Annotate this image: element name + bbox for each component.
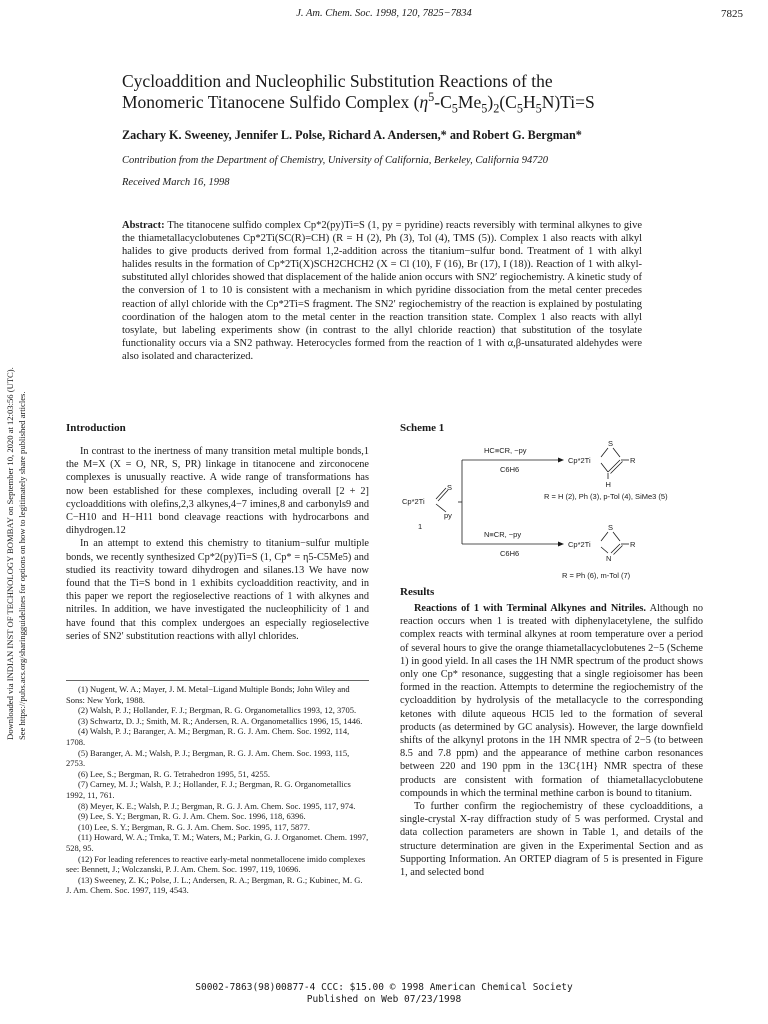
solvent-bottom: C6H6: [500, 549, 520, 558]
prod-top-h: H: [605, 480, 611, 489]
ring-top-ti-c: [601, 463, 608, 472]
abstract: [122, 219, 642, 363]
page-number: 7825: [721, 8, 743, 20]
footnote: (3) Schwartz, D. J.; Smith, M. R.; Andersen, R. A. Organometallics 1996, 15, 1446.: [78, 715, 363, 726]
footer-copyright: S0002-7863(98)00877-4 CCC: $15.00 © 1998 American Chemical Society: [195, 982, 573, 993]
section-heading-introduction: Introduction: [66, 422, 126, 434]
results-subheading: Reactions of 1 with Terminal Alkynes and Nitriles.: [414, 603, 647, 614]
ring-bottom-s-c: [613, 532, 620, 541]
reagent-top: HC≡CR, −py: [484, 446, 527, 455]
results-paragraph: Reactions of 1 with Terminal Alkynes and Nitriles. Although no reaction occurs when 1 is treated with diphenylacetylene, the sulfido complex reacts with terminal alkynes at room temperature over a period of several hours to give the orange thiametallacyclobutenes 2−5 (Scheme 1) in good yield. In all cases the 1H NMR spectrum of the product shows only one Cp* resonance, suggesting that a single regioisomer has been formed in the reaction. Attempts to determine the regiochemistry of the cycloaddition by hydrolysis of the metallacycle to the corresponding ketones with dilute aqueous HCl5 led to the formation of several products (as determined by GC analysis). However, the large downfield shifts of the alkynyl protons in the 1H NMR spectra of 2−5 (to between 8.5 and 7.8 ppm) and the appearance of methine carbon resonances between 220 and 190 ppm in the 13C{1H} NMR spectra of these products are consistent with formation of thiametallacyclobutene compounds in which the terminal methine carbon is bound to titanium.: [400, 603, 703, 799]
prod-top-r: R: [630, 456, 636, 465]
affiliation: Contribution from the Department of Chemistry, University of California, Berkeley, California 94720: [122, 155, 549, 166]
received-date: Received March 16, 1998: [122, 177, 230, 188]
ring-bottom-ti-s: [601, 532, 608, 541]
prod-top-caption: R = H (2), Ph (3), p-Tol (4), SiMe3 (5): [544, 492, 668, 501]
compound-label-1: 1: [418, 522, 423, 531]
footnote: (9) Lee, S. Y.; Bergman, R. G. J. Am. Chem. Soc. 1996, 118, 6396.: [78, 811, 306, 822]
footnote: (6) Lee, S.; Bergman, R. G. Tetrahedron 1995, 51, 4255.: [78, 768, 270, 779]
footnotes: [66, 684, 369, 896]
download-notice: [2, 260, 30, 760]
title-line-1: Cycloaddition and Nucleophilic Substitution Reactions of the: [122, 71, 553, 91]
footnote: (4) Walsh, P. J.; Baranger, A. M.; Bergman, R. G. J. Am. Chem. Soc. 1992, 114, 1708.: [66, 726, 350, 747]
footnote-divider: [66, 680, 369, 681]
footnote: (2) Walsh, P. J.; Hollander, F. J.; Bergman, R. G. Organometallics 1993, 12, 3705.: [78, 705, 357, 716]
results-paragraph: To further confirm the regiochemistry of these cycloadditions, a single-crystal X-ray diffraction study of 5 was performed. Crystal and data collection parameters are shown in Table 1, and details of the structure determination are given in the Experimental Section and as Supporting Information. An ORTEP diagram of 5 is presented in Figure 1, and selected bond: [400, 801, 703, 879]
ring-top-ti-s: [601, 448, 608, 457]
solvent-top: C6H6: [500, 465, 520, 474]
footnote: (12) For leading references to reactive early-metal nonmetallocene imido complexes see: Bennett, J.; Wolczanski, P. J. Am. Chem. Soc. 1997, 119, 10696.: [66, 853, 366, 875]
footnote: (10) Lee, S. Y.; Bergman, R. G. J. Am. Chem. Soc. 1995, 117, 5877.: [78, 821, 310, 832]
prod-bottom-r: R: [630, 540, 636, 549]
prod-top-cp-ti: Cp*2Ti: [568, 456, 591, 465]
page-footer: [0, 982, 768, 1006]
introduction-paragraph: In an attempt to extend this chemistry to titanium−sulfur multiple bonds, we recently synthesized Cp*2(py)Ti=S (1, Cp* = η5-C5Me5) and studied its reactivity toward dihydrogen and silanes.13 We have now found that the Ti=S bond in 1 exhibits cycloaddition reactivity, and in this paper we report the regioselective reactions of 1 with alkynes and nitriles. In addition, we have investigated the nucleophilicity of 1 and have found that this complex undergoes an especially regioselective series of SN2′ substitution reactions with allyl chlorides.: [66, 538, 369, 642]
ring-bottom-ti-n: [601, 547, 608, 553]
footnote: (7) Carney, M. J.; Walsh, P. J.; Hollander, F. J.; Bergman, R. G. Organometallics 1992, 11, 761.: [66, 779, 351, 800]
article-title: [122, 71, 742, 116]
download-notice-line-1: Downloaded via INDIAN INST OF TECHNOLOGY BOMBAY on September 10, 2020 at 12:03:56 (UTC).: [5, 367, 15, 740]
prod-bottom-n: N: [606, 554, 612, 563]
footnote: (8) Meyer, K. E.; Walsh, P. J.; Bergman, R. G. J. Am. Chem. Soc. 1995, 117, 974.: [78, 800, 356, 811]
footer-published: Published on Web 07/23/1998: [306, 994, 462, 1005]
ring-top-s-c: [613, 448, 620, 457]
ring-bottom-n-c-double: [614, 546, 623, 555]
arrow-top-head: [558, 458, 564, 463]
title-line-2: Monomeric Titanocene Sulfido Complex $(\eta^5-C_5Me_5)_2(C_5H_5N)Ti=S$: [122, 90, 595, 116]
prod-bottom-caption: R = Ph (6), m-Tol (7): [562, 571, 631, 580]
introduction-paragraph: In contrast to the inertness of many transition metal multiple bonds,1 the M=X (X = O, NR, S, PR) linkage in titanocene and zirconocene complexes is unusually reactive. A wide range of transformations has now been established for these complexes, including overall [2 + 2] cycloadditions with olefins,2,3 alkynes,4−7 imines,8 and carbonyls9 and C−H10 and H−H11 bond cleavage reactions with hydrocarbons and dihydrogen.12: [66, 446, 369, 537]
abstract-text: The titanocene sulfido complex Cp*2(py)Ti=S (1, py = pyridine) reacts reversibly with terminal alkynes to give the thiametallacyclobutenes Cp*2Ti(SC(R)=CH) (R = H (2), Ph (3), Tol (4), TMS (5)). Complex 1 also reacts with alkyl halides to give products derived from formal 1,2-addition across the titanium−sulfur bond. Treatment of 1 with alkyl halides results in the formation of Cp*2Ti(X)SCH2CHCH2 (X = Cl (10), F (16), Br (17), I (18)). Reaction of 1 with alkyl-substituted allyl chlorides showed that displacement of the halide anion occurs with SN2′ regiochemistry. A kinetic study of the conversion of 1 to 10 is consistent with a mechanism in which pyridine dissociation from the metal center precedes reaction of allyl chloride with the Cp*2Ti=S fragment. The SN2′ regiochemistry of the reaction is explained by postulating coordination of the halogen atom to the metal center in the reaction transition state. Complex 1 also reacts with allyl tosylate, but labeling experiments show (in contrast to the allyl chloride reaction) that substitution of the tosylate functionality occurs via a SN2 pathway. Heterocycles formed from the reaction of 1 with α,β-unsaturated aldehydes were also isolated and characterized.: [122, 220, 643, 362]
abstract-label: Abstract:: [122, 220, 165, 231]
download-notice-line-2[interactable]: See https://pubs.acs.org/sharingguidelines for options on how to legitimately share published articles.: [17, 391, 27, 740]
footnote: (1) Nugent, W. A.; Mayer, J. M. Metal−Ligand Multiple Bonds; John Wiley and Sons: New York, 1988.: [66, 684, 350, 705]
results-body: [400, 602, 703, 879]
scheme-1-diagram: [396, 432, 746, 582]
start-py: py: [444, 511, 452, 520]
footnote: (11) Howard, W. A.; Trnka, T. M.; Waters, M.; Parkin, G. J. Organomet. Chem. 1997, 528, 95.: [66, 832, 369, 853]
footnote: (13) Sweeney, Z. K.; Polse, J. L.; Andersen, R. A.; Bergman, R. G.; Kubinec, M. G. J. Am. Chem. Soc. 1997, 119, 4543.: [66, 874, 363, 896]
scheme-heading: Scheme 1: [400, 422, 445, 434]
introduction-body: [66, 445, 369, 643]
arrow-bottom-head: [558, 542, 564, 547]
start-s: S: [447, 483, 453, 492]
section-heading-results: Results: [400, 586, 435, 598]
reagent-bottom: N≡CR, −py: [484, 530, 522, 539]
prod-bottom-cp-ti: Cp*2Ti: [568, 540, 591, 549]
ring-bottom-n-c: [611, 544, 620, 553]
author-list: Zachary K. Sweeney, Jennifer L. Polse, Richard A. Andersen,* and Robert G. Bergman*: [122, 128, 582, 142]
prod-bottom-s: S: [608, 523, 614, 532]
start-cp-ti: Cp*2Ti: [402, 497, 425, 506]
prod-top-s: S: [608, 439, 614, 448]
footnote: (5) Baranger, A. M.; Walsh, P. J.; Bergman, R. G. J. Am. Chem. Soc. 1993, 115, 2753.: [66, 747, 350, 769]
journal-citation: J. Am. Chem. Soc. 1998, 120, 7825−7834: [296, 8, 472, 19]
